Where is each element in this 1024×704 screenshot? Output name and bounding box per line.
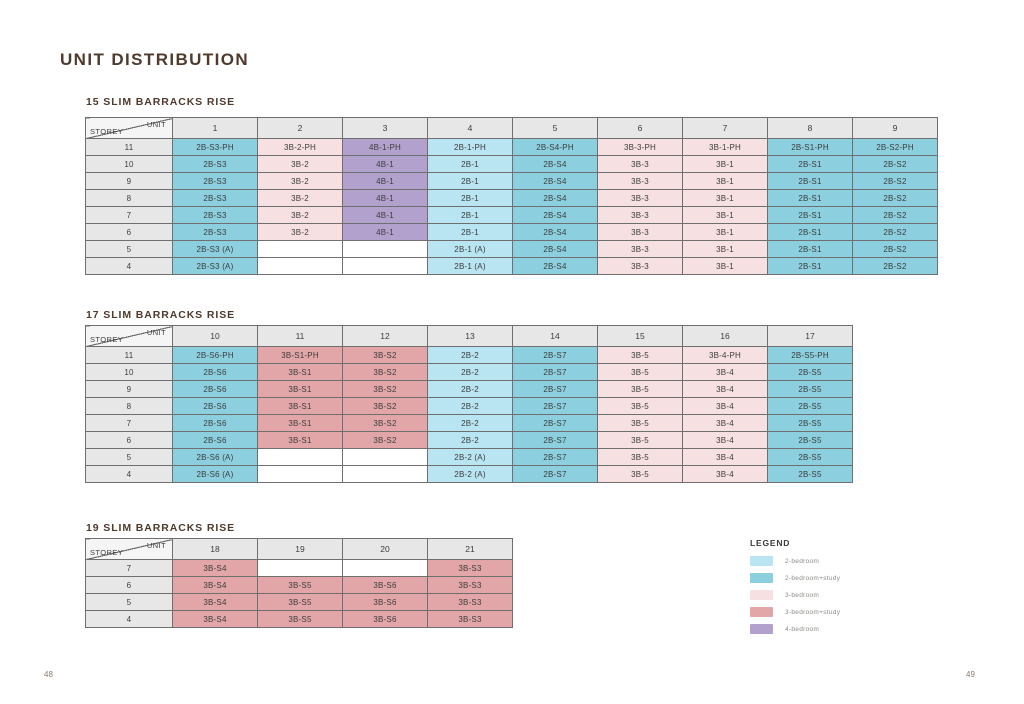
- legend-swatch: [750, 607, 773, 617]
- unit-distribution-table: [85, 117, 938, 275]
- empty-cell: [343, 241, 428, 258]
- unit-header-cell: 9: [853, 118, 938, 139]
- storey-row: [86, 139, 938, 156]
- unit-cell: 2B-S2: [853, 156, 938, 173]
- unit-header-cell: 19: [258, 539, 343, 560]
- legend-items: [750, 556, 930, 634]
- building-15-heading: 15 SLIM BARRACKS RISE: [86, 96, 236, 108]
- storey-header-cell: 6: [86, 432, 173, 449]
- unit-cell: 2B-1 (A): [428, 241, 513, 258]
- unit-cell: 2B-S7: [513, 466, 598, 483]
- legend-item: [750, 624, 930, 634]
- unit-cell: 2B-2 (A): [428, 449, 513, 466]
- unit-header-cell: 17: [768, 326, 853, 347]
- unit-cell: 2B-S2: [853, 207, 938, 224]
- unit-cell: 3B-4: [683, 381, 768, 398]
- unit-cell: 3B-3: [598, 190, 683, 207]
- unit-cell: 2B-S5: [768, 398, 853, 415]
- unit-cell: 2B-1 (A): [428, 258, 513, 275]
- unit-cell: 2B-S6: [173, 364, 258, 381]
- unit-cell: 3B-2: [258, 173, 343, 190]
- unit-cell: 3B-5: [598, 432, 683, 449]
- legend-swatch: [750, 573, 773, 583]
- unit-cell: 3B-5: [598, 381, 683, 398]
- unit-cell: 4B-1-PH: [343, 139, 428, 156]
- storey-header-cell: 10: [86, 364, 173, 381]
- corner-storey-label: STOREY: [90, 127, 124, 136]
- unit-cell: 3B-S2: [343, 381, 428, 398]
- storey-unit-corner-cell: [86, 539, 173, 560]
- unit-cell: 3B-1: [683, 156, 768, 173]
- unit-cell: 3B-S4: [173, 577, 258, 594]
- unit-cell: 2B-S1: [768, 224, 853, 241]
- unit-cell: 3B-2: [258, 190, 343, 207]
- unit-cell: 3B-S1: [258, 432, 343, 449]
- storey-unit-corner-cell: [86, 326, 173, 347]
- unit-cell: 3B-S6: [343, 577, 428, 594]
- unit-header-cell: 5: [513, 118, 598, 139]
- storey-header-cell: 11: [86, 139, 173, 156]
- storey-row: [86, 347, 853, 364]
- storey-header-cell: 4: [86, 466, 173, 483]
- storey-row: [86, 190, 938, 207]
- unit-cell: 2B-2: [428, 347, 513, 364]
- storey-header-cell: 9: [86, 173, 173, 190]
- empty-cell: [343, 449, 428, 466]
- building-17-heading: 17 SLIM BARRACKS RISE: [86, 309, 236, 321]
- unit-cell: 2B-S5: [768, 432, 853, 449]
- unit-cell: 3B-S5: [258, 611, 343, 628]
- unit-cell: 2B-S6: [173, 415, 258, 432]
- unit-cell: 2B-2: [428, 398, 513, 415]
- unit-cell: 2B-S3 (A): [173, 258, 258, 275]
- unit-cell: 2B-S5: [768, 364, 853, 381]
- unit-cell: 2B-S1: [768, 258, 853, 275]
- storey-row: [86, 560, 513, 577]
- storey-header-cell: 4: [86, 258, 173, 275]
- unit-header-cell: 4: [428, 118, 513, 139]
- unit-cell: 3B-1: [683, 224, 768, 241]
- unit-cell: 3B-1: [683, 190, 768, 207]
- unit-header-cell: 14: [513, 326, 598, 347]
- unit-cell: 2B-1: [428, 207, 513, 224]
- storey-row: [86, 207, 938, 224]
- unit-cell: 2B-1: [428, 224, 513, 241]
- unit-cell: 2B-S2-PH: [853, 139, 938, 156]
- storey-unit-corner-cell: [86, 118, 173, 139]
- storey-row: [86, 611, 513, 628]
- legend-swatch: [750, 590, 773, 600]
- unit-cell: 3B-1: [683, 258, 768, 275]
- unit-header-cell: 18: [173, 539, 258, 560]
- unit-cell: 3B-S2: [343, 398, 428, 415]
- storey-header-cell: 7: [86, 560, 173, 577]
- storey-row: [86, 449, 853, 466]
- unit-cell: 2B-S3: [173, 224, 258, 241]
- unit-cell: 3B-5: [598, 415, 683, 432]
- unit-cell: 2B-S2: [853, 241, 938, 258]
- legend-item: [750, 556, 930, 566]
- unit-cell: 3B-S6: [343, 611, 428, 628]
- unit-cell: 3B-3: [598, 241, 683, 258]
- storey-header-cell: 7: [86, 207, 173, 224]
- unit-cell: 3B-4: [683, 466, 768, 483]
- unit-cell: 2B-S5: [768, 415, 853, 432]
- empty-cell: [258, 560, 343, 577]
- storey-row: [86, 241, 938, 258]
- unit-cell: 2B-S2: [853, 173, 938, 190]
- unit-header-cell: 7: [683, 118, 768, 139]
- unit-cell: 3B-2: [258, 207, 343, 224]
- unit-cell: 3B-1-PH: [683, 139, 768, 156]
- storey-row: [86, 156, 938, 173]
- unit-cell: 4B-1: [343, 224, 428, 241]
- unit-cell: 2B-S5-PH: [768, 347, 853, 364]
- unit-cell: 2B-S7: [513, 364, 598, 381]
- empty-cell: [343, 258, 428, 275]
- unit-cell: 3B-S6: [343, 594, 428, 611]
- unit-cell: 2B-S4: [513, 207, 598, 224]
- unit-cell: 3B-3: [598, 224, 683, 241]
- unit-cell: 2B-S4: [513, 258, 598, 275]
- unit-cell: 2B-S1: [768, 156, 853, 173]
- unit-cell: 3B-2-PH: [258, 139, 343, 156]
- unit-header-cell: 20: [343, 539, 428, 560]
- unit-cell: 3B-2: [258, 224, 343, 241]
- storey-header-cell: 5: [86, 594, 173, 611]
- unit-cell: 3B-4: [683, 398, 768, 415]
- storey-header-cell: 4: [86, 611, 173, 628]
- storey-header-cell: 5: [86, 449, 173, 466]
- unit-cell: 4B-1: [343, 190, 428, 207]
- unit-distribution-table: [85, 538, 513, 628]
- unit-header-cell: 15: [598, 326, 683, 347]
- unit-cell: 2B-S3: [173, 173, 258, 190]
- storey-row: [86, 432, 853, 449]
- unit-cell: 2B-S6: [173, 398, 258, 415]
- unit-cell: 3B-S4: [173, 611, 258, 628]
- unit-cell: 3B-4: [683, 449, 768, 466]
- empty-cell: [258, 449, 343, 466]
- unit-cell: 3B-S3: [428, 577, 513, 594]
- unit-cell: 3B-S2: [343, 347, 428, 364]
- unit-cell: 2B-S5: [768, 449, 853, 466]
- unit-table-15: [85, 117, 938, 275]
- legend-title: LEGEND: [750, 538, 791, 548]
- unit-cell: 2B-1: [428, 156, 513, 173]
- storey-row: [86, 398, 853, 415]
- unit-header-cell: 8: [768, 118, 853, 139]
- unit-header-cell: 1: [173, 118, 258, 139]
- legend-label: 3-bedroom: [785, 591, 820, 599]
- unit-cell: 4B-1: [343, 173, 428, 190]
- storey-header-cell: 7: [86, 415, 173, 432]
- unit-cell: 3B-S5: [258, 577, 343, 594]
- corner-unit-label: UNIT: [146, 328, 166, 337]
- unit-header-cell: 2: [258, 118, 343, 139]
- unit-cell: 3B-4: [683, 364, 768, 381]
- unit-cell: 3B-S3: [428, 560, 513, 577]
- unit-cell: 2B-2 (A): [428, 466, 513, 483]
- unit-header-cell: 10: [173, 326, 258, 347]
- unit-cell: 2B-S7: [513, 381, 598, 398]
- legend-item: [750, 607, 930, 617]
- storey-row: [86, 415, 853, 432]
- unit-cell: 3B-3-PH: [598, 139, 683, 156]
- unit-cell: 3B-3: [598, 173, 683, 190]
- unit-cell: 2B-S4: [513, 190, 598, 207]
- unit-table-19: [85, 538, 513, 628]
- unit-cell: 3B-5: [598, 466, 683, 483]
- empty-cell: [258, 241, 343, 258]
- storey-header-cell: 11: [86, 347, 173, 364]
- legend-label: 3-bedroom+study: [785, 608, 841, 616]
- storey-row: [86, 173, 938, 190]
- page-number-left: 48: [44, 670, 53, 679]
- unit-cell: 3B-S4: [173, 594, 258, 611]
- unit-header-cell: 12: [343, 326, 428, 347]
- unit-cell: 3B-S3: [428, 594, 513, 611]
- unit-cell: 2B-S3: [173, 190, 258, 207]
- unit-header-cell: 11: [258, 326, 343, 347]
- unit-cell: 2B-S4: [513, 241, 598, 258]
- unit-cell: 2B-1: [428, 173, 513, 190]
- storey-row: [86, 466, 853, 483]
- unit-header-cell: 13: [428, 326, 513, 347]
- unit-cell: 2B-S1: [768, 173, 853, 190]
- legend-label: 2-bedroom: [785, 557, 820, 565]
- unit-cell: 3B-S3: [428, 611, 513, 628]
- unit-header-cell: 6: [598, 118, 683, 139]
- unit-cell: 3B-1: [683, 207, 768, 224]
- unit-cell: 3B-S1-PH: [258, 347, 343, 364]
- storey-row: [86, 224, 938, 241]
- page-title: UNIT DISTRIBUTION: [60, 50, 250, 69]
- unit-cell: 3B-S1: [258, 415, 343, 432]
- unit-cell: 3B-S2: [343, 364, 428, 381]
- unit-cell: 2B-S1: [768, 190, 853, 207]
- unit-cell: 2B-1: [428, 190, 513, 207]
- page-number-right: 49: [966, 670, 975, 679]
- legend-item: [750, 590, 930, 600]
- unit-cell: 2B-S6: [173, 432, 258, 449]
- legend: [750, 538, 930, 641]
- legend-swatch: [750, 624, 773, 634]
- storey-row: [86, 258, 938, 275]
- unit-cell: 4B-1: [343, 207, 428, 224]
- storey-row: [86, 594, 513, 611]
- unit-cell: 3B-3: [598, 156, 683, 173]
- unit-cell: 3B-S1: [258, 398, 343, 415]
- unit-cell: 2B-S6: [173, 381, 258, 398]
- unit-cell: 3B-S2: [343, 415, 428, 432]
- empty-cell: [258, 466, 343, 483]
- storey-header-cell: 6: [86, 224, 173, 241]
- unit-cell: 2B-1-PH: [428, 139, 513, 156]
- corner-unit-label: UNIT: [146, 541, 166, 550]
- unit-cell: 2B-S1-PH: [768, 139, 853, 156]
- storey-row: [86, 364, 853, 381]
- storey-header-cell: 8: [86, 190, 173, 207]
- unit-cell: 3B-3: [598, 207, 683, 224]
- unit-cell: 3B-S5: [258, 594, 343, 611]
- unit-cell: 2B-S2: [853, 190, 938, 207]
- unit-cell: 3B-5: [598, 398, 683, 415]
- unit-cell: 2B-S7: [513, 449, 598, 466]
- unit-cell: 3B-5: [598, 347, 683, 364]
- building-19-heading: 19 SLIM BARRACKS RISE: [86, 522, 236, 534]
- unit-cell: 2B-S4-PH: [513, 139, 598, 156]
- unit-cell: 2B-S3-PH: [173, 139, 258, 156]
- unit-cell: 3B-4: [683, 415, 768, 432]
- unit-cell: 2B-S1: [768, 207, 853, 224]
- empty-cell: [343, 466, 428, 483]
- legend-label: 2-bedroom+study: [785, 574, 841, 582]
- unit-distribution-table: [85, 325, 853, 483]
- header-row: [86, 118, 938, 139]
- storey-header-cell: 8: [86, 398, 173, 415]
- unit-cell: 2B-S7: [513, 398, 598, 415]
- unit-cell: 2B-2: [428, 364, 513, 381]
- corner-unit-label: UNIT: [146, 120, 166, 129]
- unit-cell: 2B-S2: [853, 224, 938, 241]
- unit-cell: 2B-S2: [853, 258, 938, 275]
- unit-cell: 2B-S7: [513, 432, 598, 449]
- unit-cell: 3B-4: [683, 432, 768, 449]
- unit-cell: 3B-5: [598, 364, 683, 381]
- storey-header-cell: 9: [86, 381, 173, 398]
- unit-cell: 2B-S4: [513, 156, 598, 173]
- header-row: [86, 326, 853, 347]
- unit-cell: 2B-S4: [513, 224, 598, 241]
- unit-cell: 2B-S3 (A): [173, 241, 258, 258]
- unit-cell: 3B-S4: [173, 560, 258, 577]
- unit-cell: 3B-4-PH: [683, 347, 768, 364]
- unit-cell: 2B-S6-PH: [173, 347, 258, 364]
- unit-cell: 2B-S4: [513, 173, 598, 190]
- unit-header-cell: 21: [428, 539, 513, 560]
- unit-cell: 3B-S1: [258, 364, 343, 381]
- unit-cell: 2B-2: [428, 381, 513, 398]
- unit-cell: 3B-5: [598, 449, 683, 466]
- unit-cell: 2B-2: [428, 415, 513, 432]
- unit-cell: 2B-S3: [173, 207, 258, 224]
- storey-row: [86, 577, 513, 594]
- unit-cell: 2B-S7: [513, 415, 598, 432]
- unit-cell: 2B-S5: [768, 466, 853, 483]
- unit-cell: 2B-S6 (A): [173, 466, 258, 483]
- legend-swatch: [750, 556, 773, 566]
- unit-cell: 2B-S6 (A): [173, 449, 258, 466]
- empty-cell: [258, 258, 343, 275]
- storey-header-cell: 5: [86, 241, 173, 258]
- unit-cell: 3B-3: [598, 258, 683, 275]
- storey-row: [86, 381, 853, 398]
- unit-cell: 2B-S7: [513, 347, 598, 364]
- unit-cell: 3B-2: [258, 156, 343, 173]
- unit-cell: 2B-S5: [768, 381, 853, 398]
- unit-header-cell: 3: [343, 118, 428, 139]
- unit-cell: 4B-1: [343, 156, 428, 173]
- unit-table-17: [85, 325, 853, 483]
- empty-cell: [343, 560, 428, 577]
- unit-cell: 3B-1: [683, 173, 768, 190]
- unit-header-cell: 16: [683, 326, 768, 347]
- legend-label: 4-bedroom: [785, 625, 820, 633]
- corner-storey-label: STOREY: [90, 335, 124, 344]
- storey-header-cell: 10: [86, 156, 173, 173]
- unit-cell: 3B-S2: [343, 432, 428, 449]
- header-row: [86, 539, 513, 560]
- unit-cell: 2B-S1: [768, 241, 853, 258]
- unit-cell: 2B-2: [428, 432, 513, 449]
- legend-item: [750, 573, 930, 583]
- unit-cell: 3B-S1: [258, 381, 343, 398]
- corner-storey-label: STOREY: [90, 548, 124, 557]
- unit-cell: 2B-S3: [173, 156, 258, 173]
- storey-header-cell: 6: [86, 577, 173, 594]
- unit-cell: 3B-1: [683, 241, 768, 258]
